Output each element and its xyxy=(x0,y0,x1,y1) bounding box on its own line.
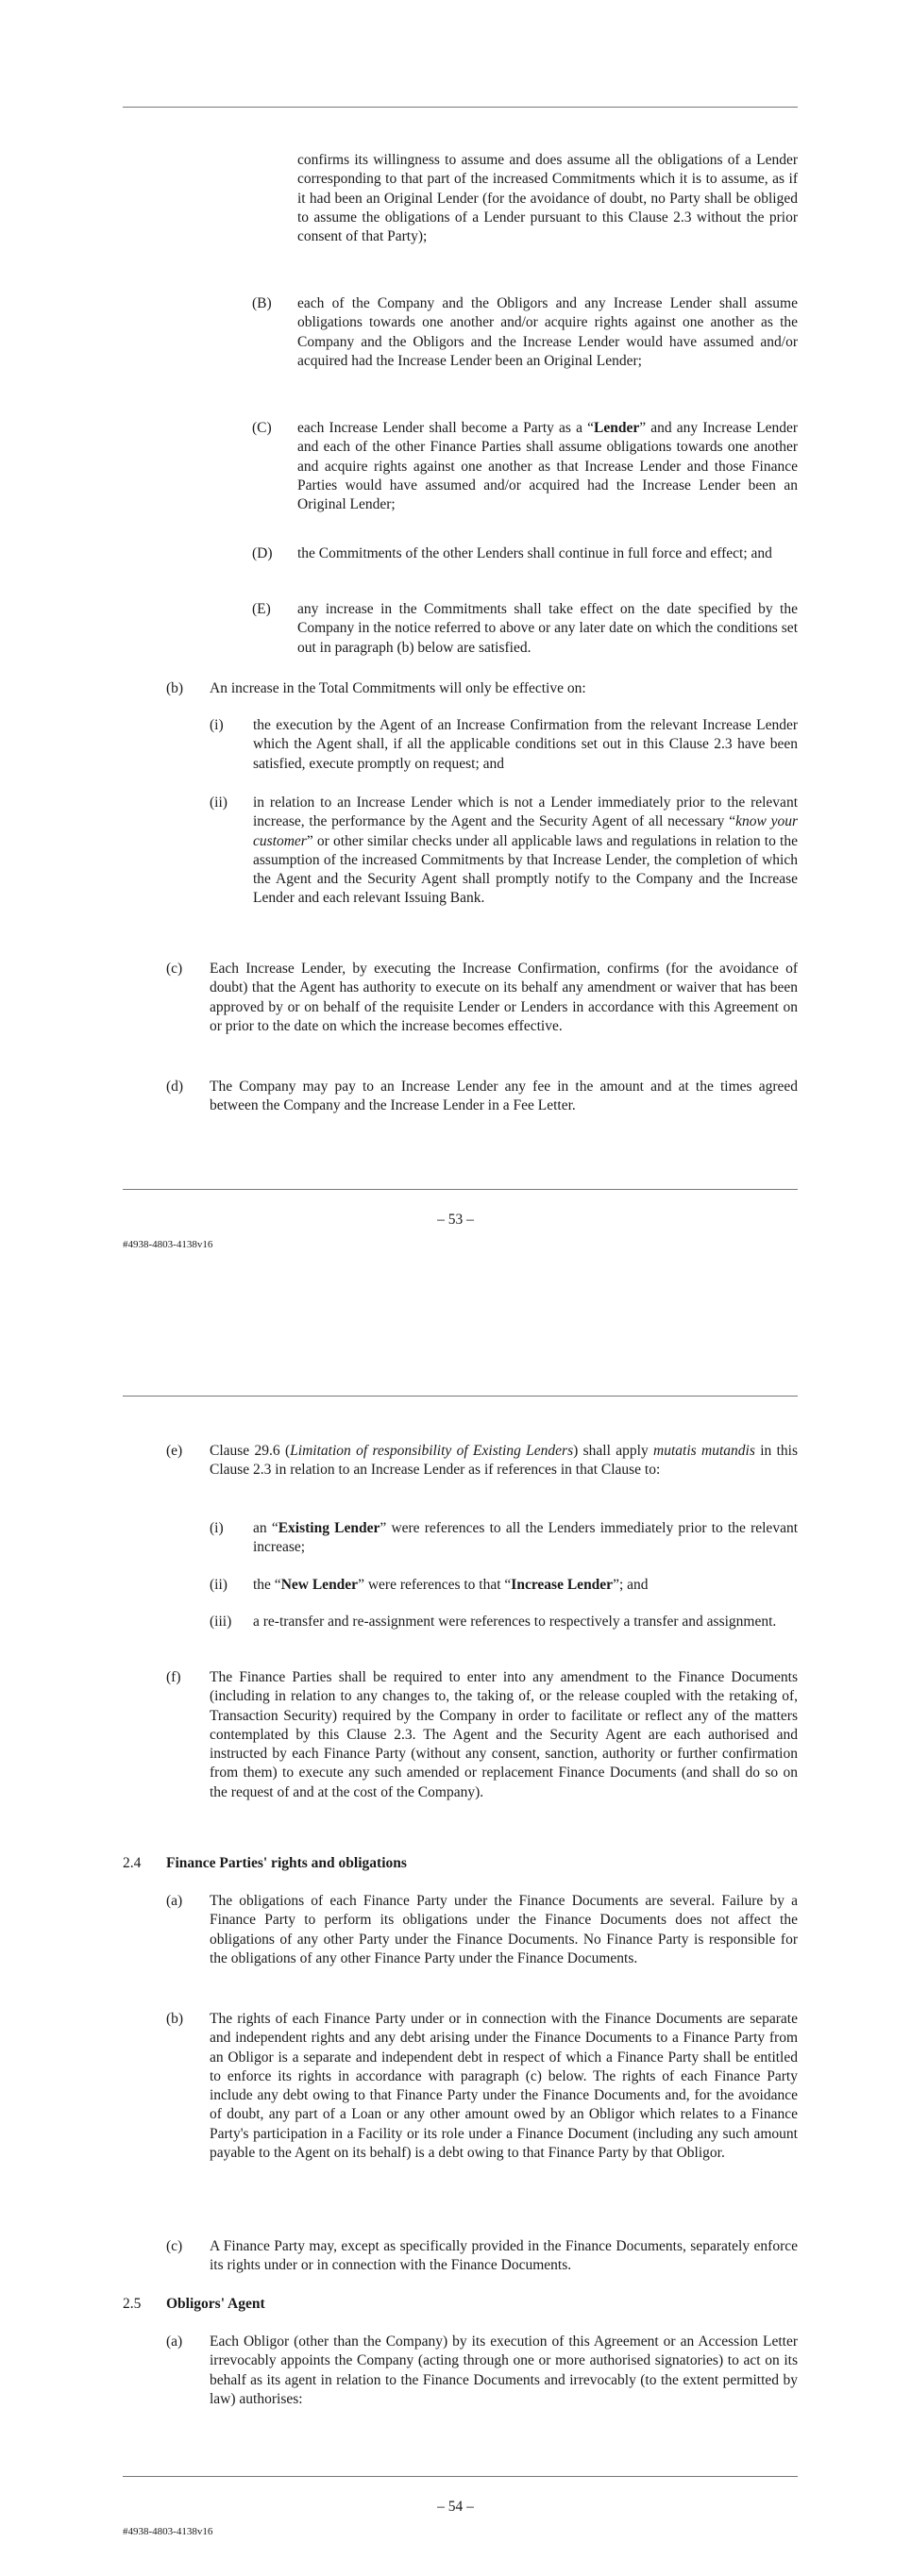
item-label-d: (d) xyxy=(166,1079,184,1095)
item-label-E: (E) xyxy=(252,601,271,617)
paragraph-2-5-a: Each Obligor (other than the Company) by its execution of this Agreement or an Accession Letter irrevocably appoints the Company (acting through one or more authorised signatories) to act on its behalf as its agent in relation to the Finance Documents and irrevocably (to the extent permitted by law) authorises: xyxy=(210,2333,798,2407)
item-label-D: (D) xyxy=(252,545,273,561)
page-54 xyxy=(0,1288,911,2576)
section-number-2-5: 2.5 xyxy=(123,2296,142,2312)
section-heading-2-5: Obligors' Agent xyxy=(166,2296,265,2312)
item-label-2-4-b: (b) xyxy=(166,2011,184,2027)
header-rule xyxy=(123,107,798,108)
item-label-2-4-a: (a) xyxy=(166,1893,183,1909)
header-rule xyxy=(123,1396,798,1397)
item-label-e-iii: (iii) xyxy=(210,1614,232,1630)
paragraph-B: each of the Company and the Obligors and any Increase Lender shall assume obligations towards one another and/or acquire rights against one another as the Company and the Obligors and the Increase Lender would have assumed and/or acquired had the Increase Lender been an Original Lender; xyxy=(297,295,798,369)
paragraph-E: any increase in the Commitments shall take effect on the date specified by the Company in the notice referred to above or any later date on which the conditions set out in paragraph (b) below are satisfied. xyxy=(297,601,798,656)
paragraph-b-ii: in relation to an Increase Lender which is not a Lender immediately prior to the relevant increase, the performance by the Agent and the Security Agent of all necessary “know your customer” or other similar checks under all applicable laws and regulations in relation to the assumption of the increased Commitments by that Increase Lender, the completion of which the Agent and the Security Agent shall promptly notify to the Company and the Increase Lender and each relevant Issuing Bank. xyxy=(253,795,798,907)
item-label-e: (e) xyxy=(166,1443,183,1459)
paragraph-A-continuation: confirms its willingness to assume and does assume all the obligations of a Lender corresponding to that part of the increased Commitments which it is to assume, as if it had been an Original Lender (for the avoidance of doubt, no Party shall be obliged to assume the obligations of a Lender pursuant to this Clause 2.3 without the prior consent of that Party); xyxy=(297,152,798,245)
paragraph-2-4-c: A Finance Party may, except as specifically provided in the Finance Documents, separately enforce its rights under or in connection with the Finance Documents. xyxy=(210,2238,798,2274)
paragraph-f: The Finance Parties shall be required to enter into any amendment to the Finance Documents (including in relation to any changes to, the taking of, or the release coupled with the retaking of, Transaction Security) required by the Company in order to facilitate or reflect any of the matters contemplated by this Clause 2.3. The Agent and the Security Agent are each authorised and instructed by each Finance Party (without any consent, sanction, authority or further confirmation from them) to execute any such amended or replacement Finance Documents (and shall do so on the request of and at the cost of the Company). xyxy=(210,1669,798,1800)
item-label-b: (b) xyxy=(166,680,184,696)
document-reference: #4938-4803-4138v16 xyxy=(123,1239,213,1250)
paragraph-D: the Commitments of the other Lenders shall continue in full force and effect; and xyxy=(297,545,772,561)
italic-term: know your customer xyxy=(253,813,798,849)
paragraph-2-4-b: The rights of each Finance Party under or in connection with the Finance Documents are separate and independent rights and any debt arising under the Finance Documents to a Finance Party from an Obligor is a separate and independent debt in respect of which a Finance Party shall be entitled to enforce its rights in accordance with paragraph (c) below. The rights of each Finance Party include any debt owing to that Finance Party under the Finance Documents and, for the avoidance of doubt, any part of a Loan or any other amount owed by an Obligor which relates to a Finance Party's participation in a Facility or its role under a Finance Document (including any such amount payable to the Agent on its behalf) is a debt owing to that Finance Party by that Obligor. xyxy=(210,2011,798,2162)
paragraph-e: Clause 29.6 (Limitation of responsibility of Existing Lenders) shall apply mutatis mutandis in this Clause 2.3 in relation to an Increase Lender as if references in that Clause to: xyxy=(210,1443,799,1479)
paragraph-e-i: an “Existing Lender” were references to all the Lenders immediately prior to the relevant increase; xyxy=(253,1520,799,1556)
item-label-c: (c) xyxy=(166,961,183,977)
item-label-e-ii: (ii) xyxy=(210,1577,228,1593)
footer-rule xyxy=(123,1189,798,1190)
item-label-B: (B) xyxy=(252,295,272,311)
paragraph-2-4-a: The obligations of each Finance Party under the Finance Documents are several. Failure by a Finance Party to perform its obligations under the Finance Documents does not affect the obligations of any other Party under the Finance Documents. No Finance Party is responsible for the obligations of any other Finance Party under the Finance Documents. xyxy=(210,1893,798,1966)
section-number-2-4: 2.4 xyxy=(123,1855,142,1871)
footer-rule xyxy=(123,2476,798,2477)
paragraph-e-ii: the “New Lender” were references to that “Increase Lender”; and xyxy=(253,1577,649,1593)
paragraph-c: Each Increase Lender, by executing the Increase Confirmation, confirms (for the avoidance of doubt) that the Agent has authority to execute on its behalf any amendment or waiver that has been approved by or on behalf of the requisite Lender or Lenders in accordance with this Agreement on or prior to the date on which the increase becomes effective. xyxy=(210,961,798,1034)
item-label-C: (C) xyxy=(252,420,272,436)
paragraph-C: each Increase Lender shall become a Party as a “Lender” and any Increase Lender and each of the other Finance Parties shall assume obligations towards one another and acquire rights against one another as that Increase Lender and those Finance Parties would have assumed and/or acquired had the Increase Lender been an Original Lender; xyxy=(297,420,798,513)
document-reference: #4938-4803-4138v16 xyxy=(123,2526,213,2537)
paragraph-e-iii: a re-transfer and re-assignment were references to respectively a transfer and assignment. xyxy=(253,1614,777,1630)
paragraph-b-i: the execution by the Agent of an Increase Confirmation from the relevant Increase Lender which the Agent shall, if all the applicable conditions set out in this Clause 2.3 have been satisfied, execute promptly on request; and xyxy=(253,717,798,772)
item-label-2-4-c: (c) xyxy=(166,2238,183,2254)
section-heading-2-4: Finance Parties' rights and obligations xyxy=(166,1855,407,1871)
item-label-b-ii: (ii) xyxy=(210,795,228,811)
defined-term-existing-lender: Existing Lender xyxy=(278,1520,380,1536)
page-number: – 54 – xyxy=(437,2499,474,2515)
item-label-e-i: (i) xyxy=(210,1520,224,1536)
item-label-f: (f) xyxy=(166,1669,181,1685)
paragraph-b: An increase in the Total Commitments will only be effective on: xyxy=(210,680,586,696)
paragraph-d: The Company may pay to an Increase Lender any fee in the amount and at the times agreed between the Company and the Increase Lender in a Fee Letter. xyxy=(210,1079,798,1114)
page-number: – 53 – xyxy=(437,1212,474,1228)
item-label-2-5-a: (a) xyxy=(166,2333,183,2350)
item-label-b-i: (i) xyxy=(210,717,224,733)
defined-term-lender: Lender xyxy=(594,420,640,436)
